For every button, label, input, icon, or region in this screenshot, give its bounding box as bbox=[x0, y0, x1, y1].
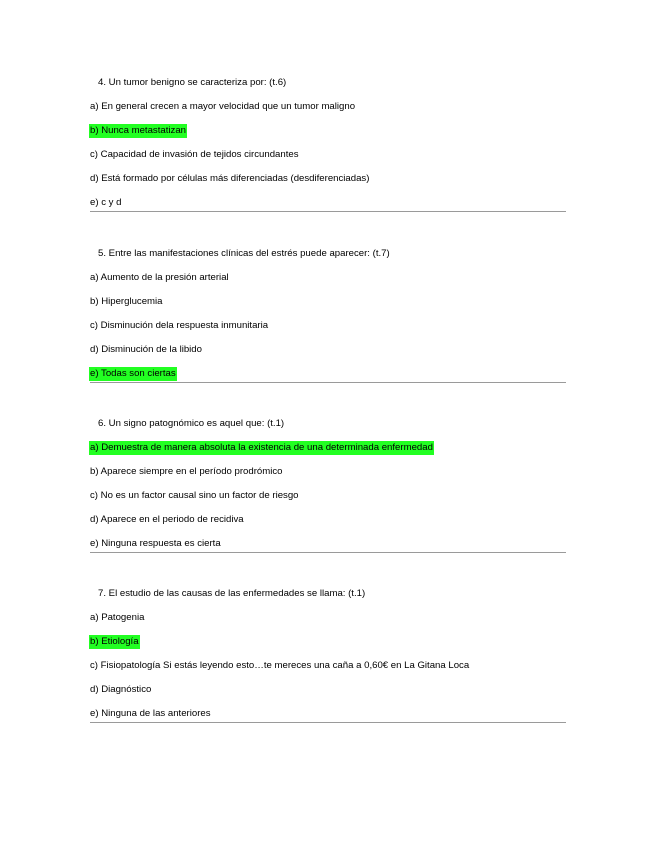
option-b: b) Aparece siempre en el período prodrómico bbox=[90, 466, 283, 477]
option-d: d) Disminución de la libido bbox=[90, 344, 202, 355]
separator-line bbox=[90, 211, 566, 212]
answer-highlight: e) Todas son ciertas bbox=[90, 368, 176, 379]
question-title: 6. Un signo patognómico es aquel que: (t.1) bbox=[98, 418, 285, 429]
option-b-correct bbox=[90, 126, 187, 136]
question-title: 5. Entre las manifestaciones clínicas del estrés puede aparecer: (t.7) bbox=[98, 248, 390, 259]
option-d: d) Está formado por células más diferenciadas (desdiferenciadas) bbox=[90, 173, 370, 184]
separator-line bbox=[90, 552, 566, 553]
option-b-correct bbox=[90, 637, 140, 647]
question-title: 7. El estudio de las causas de las enfermedades se llama: (t.1) bbox=[98, 588, 366, 599]
option-e: e) Ninguna respuesta es cierta bbox=[90, 538, 221, 549]
answer-highlight: a) Demuestra de manera absoluta la existencia de una determinada enfermedad bbox=[90, 442, 433, 453]
option-a-correct bbox=[90, 443, 434, 453]
option-c: c) Fisiopatología Si estás leyendo esto…te mereces una caña a 0,60€ en La Gitana Loca bbox=[90, 660, 470, 671]
option-a: a) En general crecen a mayor velocidad que un tumor maligno bbox=[90, 101, 356, 112]
option-e: e) c y d bbox=[90, 197, 122, 208]
option-a: a) Aumento de la presión arterial bbox=[90, 272, 229, 283]
separator-line bbox=[90, 722, 566, 723]
separator-line bbox=[90, 382, 566, 383]
option-c: c) No es un factor causal sino un factor de riesgo bbox=[90, 490, 299, 501]
option-e: e) Ninguna de las anteriores bbox=[90, 708, 211, 719]
question-title: 4. Un tumor benigno se caracteriza por: (t.6) bbox=[98, 77, 287, 88]
answer-highlight: b) Etiología bbox=[90, 636, 139, 647]
answer-highlight: b) Nunca metastatizan bbox=[90, 125, 186, 136]
option-a: a) Patogenia bbox=[90, 612, 145, 623]
option-c: c) Disminución dela respuesta inmunitaria bbox=[90, 320, 269, 331]
option-e-correct bbox=[90, 369, 177, 379]
option-b: b) Hiperglucemia bbox=[90, 296, 163, 307]
option-d: d) Aparece en el periodo de recidiva bbox=[90, 514, 244, 525]
option-c: c) Capacidad de invasión de tejidos circundantes bbox=[90, 149, 299, 160]
option-d: d) Diagnóstico bbox=[90, 684, 152, 695]
